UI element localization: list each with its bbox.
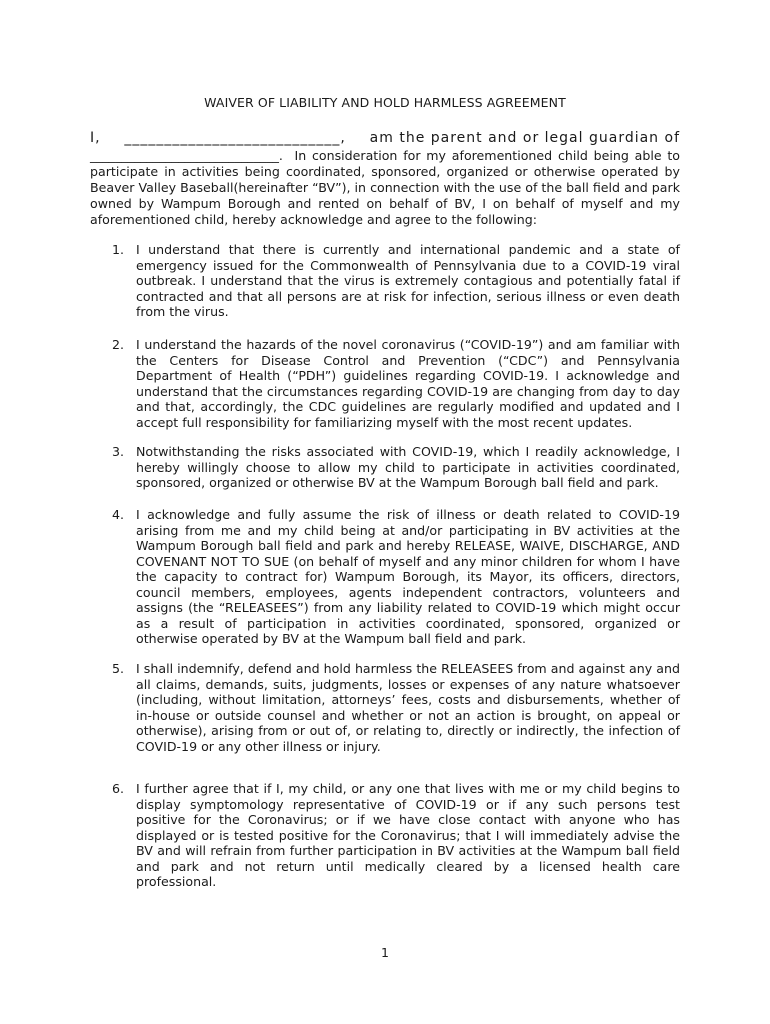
clause-item bbox=[112, 337, 680, 430]
intro-body-text: In consideration for my aforementioned child being able to participate in activities being coordinated, sponsored, organized or otherwise operated by Beaver Valley Baseball(hereinafter “BV”), in connection with the use of the ball field and park owned by Wampum Borough and rented on behalf of BV, I on behalf of myself and my aforementioned child, hereby acknowledge and agree to the following: bbox=[90, 148, 681, 227]
clause-number: 5. bbox=[112, 661, 125, 676]
clause-text: I further agree that if I, my child, or any one that lives with me or my child begins to display symptomology representative of COVID-19 or if any such persons test positive for the Coronavirus; or if we have close contact with anyone who has displayed or is tested positive for the Coronavirus; that I will immediately advise the BV and will refrain from further participation in BV activities at the Wampum ball field and park and not return until medically cleared by a licensed health care professional. bbox=[136, 781, 680, 889]
child-name-blank: ______________________________. bbox=[90, 148, 283, 163]
intro-paragraph bbox=[90, 128, 680, 228]
clause-text: I shall indemnify, defend and hold harmless the RELEASEES from and against any and all claims, demands, suits, judgments, losses or expenses of any nature whatsoever (including, without limitation, attorneys’ fees, costs and disbursements, whether of in-house or outside counsel and whether or not an action is brought, on appeal or otherwise), arising from or out of, or relating to, directly or indirectly, the infection of COVID-19 or any other illness or injury. bbox=[136, 661, 680, 754]
clause-number: 4. bbox=[112, 507, 125, 522]
clause-number: 1. bbox=[112, 242, 125, 257]
clause-item bbox=[112, 781, 680, 890]
intro-first-line bbox=[90, 128, 680, 148]
clause-number: 2. bbox=[112, 337, 125, 352]
clause-item bbox=[112, 242, 680, 320]
clause-text: Notwithstanding the risks associated with COVID-19, which I readily acknowledge, I hereby willingly choose to allow my child to participate in activities coordinated, sponsored, organized or otherwise BV at the Wampum Borough ball field and park. bbox=[136, 444, 680, 490]
intro-prefix: I, bbox=[90, 130, 101, 146]
clause-text: I understand that there is currently and international pandemic and a state of emergency issued for the Commonwealth of Pennsylvania due to a COVID-19 viral outbreak. I understand that the virus is extremely contagious and potentially fatal if contracted and that all persons are at risk for infection, serious illness or even death from the virus. bbox=[136, 242, 680, 319]
clause-item bbox=[112, 444, 680, 491]
clause-item bbox=[112, 507, 680, 647]
intro-body bbox=[90, 148, 680, 228]
clause-text: I understand the hazards of the novel coronavirus (“COVID-19”) and am familiar with the Centers for Disease Control and Prevention (“CDC”) and Pennsylvania Department of Health (“PDH”) guidelines regarding COVID-19. I acknowledge and understand that the circumstances regarding COVID-19 are changing from day to day and that, accordingly, the CDC guidelines are regularly modified and updated and I accept full responsibility for familiarizing myself with the most recent updates. bbox=[136, 337, 680, 430]
clause-item bbox=[112, 661, 680, 754]
guardian-name-blank: ___________________________, bbox=[124, 130, 346, 146]
clause-number: 3. bbox=[112, 444, 125, 459]
document-title: WAIVER OF LIABILITY AND HOLD HARMLESS AGREEMENT bbox=[204, 95, 566, 110]
clause-number: 6. bbox=[112, 781, 125, 796]
intro-middle-text: am the parent and or legal guardian of bbox=[369, 130, 680, 146]
clause-text: I acknowledge and fully assume the risk of illness or death related to COVID-19 arising from me and my child being at and/or participating in BV activities at the Wampum Borough ball field and park and hereby RELEASE, WAIVE, DISCHARGE, AND COVENANT NOT TO SUE (on behalf of myself and any minor children for whom I have the capacity to contract for) Wampum Borough, its Mayor, its officers, directors, council members, employees, agents independent contractors, volunteers and assigns (the “RELEASEES”) from any liability related to COVID-19 which might occur as a result of participation in activities coordinated, sponsored, organized or otherwise operated by BV at the Wampum ball field and park. bbox=[136, 507, 680, 646]
page-number: 1 bbox=[381, 945, 389, 960]
